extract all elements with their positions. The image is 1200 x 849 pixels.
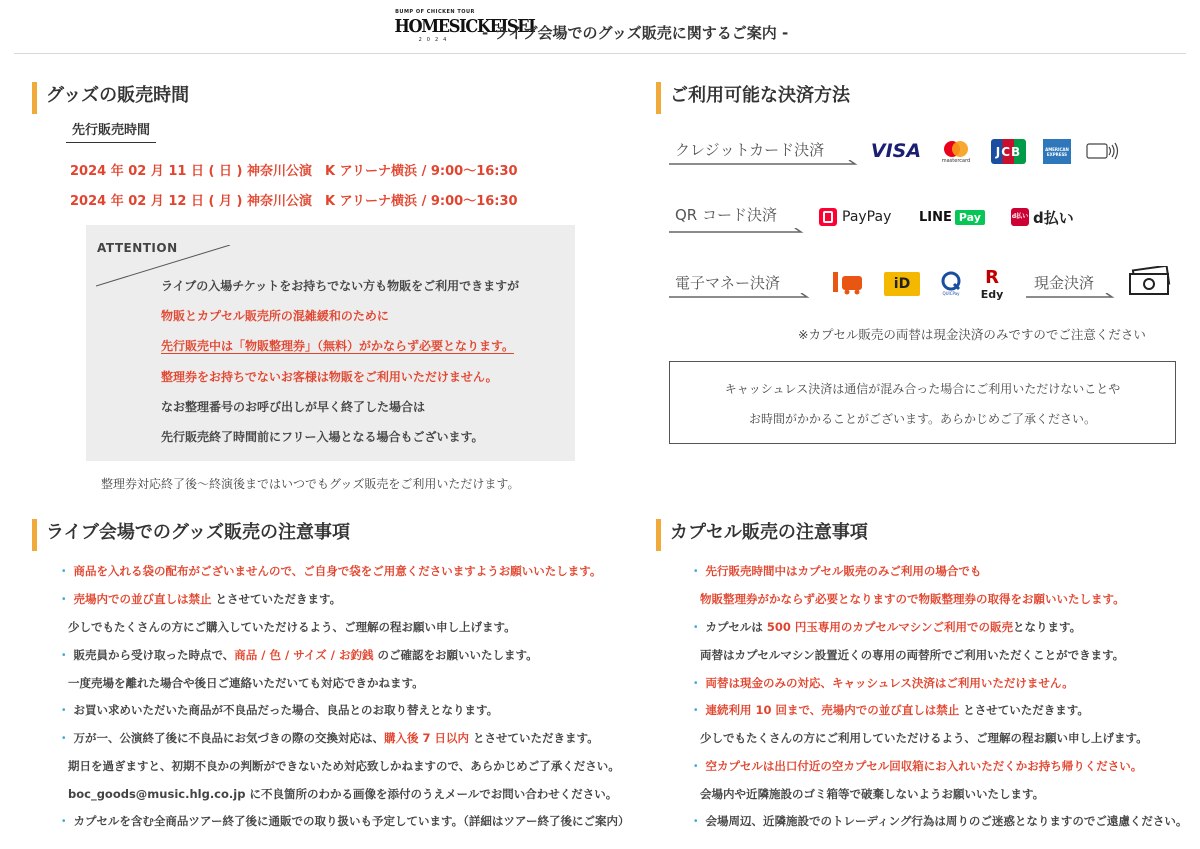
mastercard-icon: [938, 138, 974, 166]
capsule-note-5-text: 両替は現金のみの対応、キャッシュレス決済はご利用いただけません。: [705, 676, 1074, 690]
bullet-dot: ・: [58, 703, 70, 717]
live-note-2: [58, 591, 341, 607]
edy-icon: [977, 266, 1007, 304]
live-note-4: [58, 647, 538, 663]
attention-line-5: なお整理番号のお呼び出しが早く終了した場合は: [161, 400, 426, 414]
live-note-6-text: お買い求めいただいた商品が不良品だった場合、良品とのお取り替えとなります。: [73, 703, 499, 717]
bullet-dot: ・: [690, 814, 702, 828]
capsule-notes-heading: カプセル販売の注意事項: [656, 519, 868, 547]
attention-line-4: 整理券をお持ちでないお客様は物販をご利用いただけません。: [161, 370, 498, 384]
sales-date-1: 2024 年 02 月 11 日 ( 日 ) 神奈川公演 K アリーナ横浜 / 9:00〜16:30: [70, 164, 518, 179]
d-payment-icon: [1011, 206, 1081, 228]
capsule-note-5: [690, 675, 1074, 691]
attention-box: [86, 225, 575, 461]
live-note-4-red: 商品 / 色 / サイズ / お釣銭: [234, 648, 374, 662]
logo-main-text: HOMESICKEISEI: [394, 16, 535, 37]
page-title: - ライブ会場でのグッズ販売に関するご案内 -: [482, 24, 789, 42]
edy-text: Edy: [980, 288, 1004, 301]
logo-year-text: 2024: [418, 37, 452, 43]
tour-logo: [390, 9, 535, 53]
quicpay-text: QUICPay: [942, 290, 960, 296]
bullet-dot: ・: [690, 564, 702, 578]
live-note-7: [58, 730, 599, 746]
live-note-10: [58, 813, 630, 829]
live-note-8: 期日を過ぎますと、初期不良かの判断ができないため対応致しかねますので、あらかじめご了承ください。: [68, 759, 620, 773]
capsule-note-4: 両替はカプセルマシン設置近くの専用の両替所でご利用いただくことができます。: [700, 648, 1125, 662]
live-note-7-text-end: とさせていただきます。: [469, 731, 599, 745]
capsule-note-3-red: 500 円玉専用のカプセルマシンご利用での販売: [766, 620, 1013, 634]
attention-line-1: ライブの入場チケットをお持ちでない方も物販をご利用できますが: [161, 279, 520, 293]
cash-label: 現金決済: [1034, 274, 1095, 292]
credit-arrow: [669, 160, 859, 168]
capsule-note-6: [690, 702, 1089, 718]
edy-r-text: R: [985, 267, 999, 288]
bullet-dot: ・: [690, 759, 702, 773]
amex-text: AMERICAN EXPRESS: [1045, 146, 1069, 157]
visa-text: VISA: [870, 140, 922, 162]
jcb-text: JCB: [995, 144, 1022, 159]
jcb-icon: [991, 139, 1026, 164]
credit-card-label: クレジットカード決済: [675, 141, 825, 159]
capsule-note-6-red: 連続利用 10 回まで、売場内での並び直しは禁止: [705, 703, 960, 717]
paypay-icon: [819, 206, 899, 228]
sales-note: 整理券対応終了後〜終演後まではいつでもグッズ販売をご利用いただけます。: [101, 477, 520, 491]
amex-icon: [1043, 139, 1071, 164]
live-note-3: 少しでもたくさんの方にご購入していただけるよう、ご理解の程お願い申し上げます。: [68, 620, 516, 634]
sales-time-heading: グッズの販売時間: [32, 82, 189, 110]
bullet-dot: ・: [58, 564, 70, 578]
live-note-2-text: とさせていただきます。: [211, 592, 342, 606]
linepay-line-text: LINE: [919, 209, 952, 225]
live-note-1-text: 商品を入れる袋の配布がございませんので、ご自身で袋をご用意くださいますようお願いいたします。: [73, 564, 602, 578]
capsule-note-10-text: 会場周辺、近隣施設でのトレーディング行為は周りのご迷惑となりますのでご遠慮ください。: [705, 814, 1188, 828]
bullet-dot: ・: [58, 731, 70, 745]
attention-line-2: 物販とカプセル販売所の混雑緩和のために: [161, 309, 389, 323]
capsule-note-1: [690, 563, 981, 579]
live-note-7-text: 万が一、公演終了後に不良品にお気づきの際の交換対応は、: [73, 731, 384, 745]
bullet-dot: ・: [58, 648, 70, 662]
cash-icon: [1128, 266, 1172, 296]
paypay-text: PayPay: [842, 209, 892, 225]
live-note-6: [58, 702, 498, 718]
mastercard-text: mastercard: [941, 158, 971, 164]
contactless-icon: [1086, 140, 1120, 162]
attention-title: ATTENTION: [97, 241, 178, 255]
live-note-9: boc_goods@music.hlg.co.jp に不良箇所のわかる画像を添付のうえメールでお問い合わせください。: [68, 787, 618, 801]
live-notes-heading: ライブ会場でのグッズ販売の注意事項: [32, 519, 350, 547]
advance-sales-label: 先行販売時間: [66, 119, 156, 143]
live-note-2-red: 売場内での並び直しは禁止: [73, 592, 212, 606]
capsule-note-3-text-end: となります。: [1013, 620, 1082, 634]
payment-heading: ご利用可能な決済方法: [656, 82, 850, 110]
cashless-notice-line-2: お時間がかかることがございます。あらかじめご了承ください。: [748, 412, 1097, 426]
linepay-pay-text: Pay: [955, 210, 985, 225]
e-money-label: 電子マネー決済: [675, 274, 781, 292]
capsule-note-9: 会場内や近隣施設のゴミ箱等で破棄しないようお願いいたします。: [700, 787, 1045, 801]
live-note-4-text: 販売員から受け取った時点で、: [73, 648, 235, 662]
capsule-note-8: [690, 758, 1142, 774]
bullet-dot: ・: [690, 676, 702, 690]
bullet-dot: ・: [58, 592, 70, 606]
logo-top-text: BUMP OF CHICKEN TOUR: [395, 9, 475, 15]
visa-icon: [870, 140, 922, 162]
capsule-note-10: [690, 813, 1187, 829]
live-note-4-text-end: のご確認をお願いいたします。: [373, 648, 538, 662]
capsule-note-2: 物販整理券がかならず必要となりますので物販整理券の取得をお願いいたします。: [700, 592, 1125, 606]
capsule-change-note: ※カプセル販売の両替は現金決済のみですのでご注意ください: [798, 327, 1146, 342]
bullet-dot: ・: [690, 703, 702, 717]
cashless-notice-box: [669, 361, 1176, 444]
live-note-10-text: カプセルを含む全商品ツアー終了後に通販での取り扱いも予定しています。（詳細はツアー終了後にご案内）: [73, 814, 630, 828]
bullet-dot: ・: [690, 620, 702, 634]
attention-line-3-text: 先行販売中は「物販整理券」（無料）がかならず必要となります。: [161, 339, 515, 353]
attention-line-3: [161, 337, 514, 354]
capsule-note-1-text: 先行販売時間中はカプセル販売のみご利用の場合でも: [705, 564, 982, 578]
d-payment-badge: d払い: [1011, 208, 1029, 226]
live-note-5: 一度売場を離れた場合や後日ご連絡いただいても対応できかねます。: [68, 676, 424, 690]
qr-code-label: QR コード決済: [675, 206, 777, 224]
qr-arrow: [669, 228, 805, 236]
cashless-notice-line-1: キャッシュレス決済は通信が混み合った場合にご利用いただけないことや: [724, 382, 1121, 396]
live-note-1: [58, 563, 601, 579]
live-note-7-red: 購入後 7 日以内: [384, 731, 470, 745]
e-money-arrow: [669, 293, 811, 301]
capsule-note-6-text: とさせていただきます。: [959, 703, 1089, 717]
quicpay-icon: [936, 268, 966, 298]
transit-ic-icon: [831, 270, 865, 296]
d-payment-text: d払い: [1033, 208, 1074, 227]
capsule-note-3-text: カプセルは: [705, 620, 767, 634]
id-text: iD: [893, 276, 911, 292]
sales-date-2: 2024 年 02 月 12 日 ( 月 ) 神奈川公演 K アリーナ横浜 / 9:00〜16:30: [70, 194, 518, 209]
id-icon: [884, 272, 920, 296]
header: [14, 8, 1186, 54]
capsule-note-3: [690, 619, 1081, 635]
attention-line-6: 先行販売終了時間前にフリー入場となる場合もございます。: [161, 430, 484, 444]
capsule-note-8-text: 空カプセルは出口付近の空カプセル回収箱にお入れいただくかお持ち帰りください。: [705, 759, 1143, 773]
linepay-icon: [919, 207, 985, 227]
bullet-dot: ・: [58, 814, 70, 828]
cash-arrow: [1026, 293, 1116, 301]
capsule-note-7: 少しでもたくさんの方にご利用していただけるよう、ご理解の程お願い申し上げます。: [700, 731, 1148, 745]
